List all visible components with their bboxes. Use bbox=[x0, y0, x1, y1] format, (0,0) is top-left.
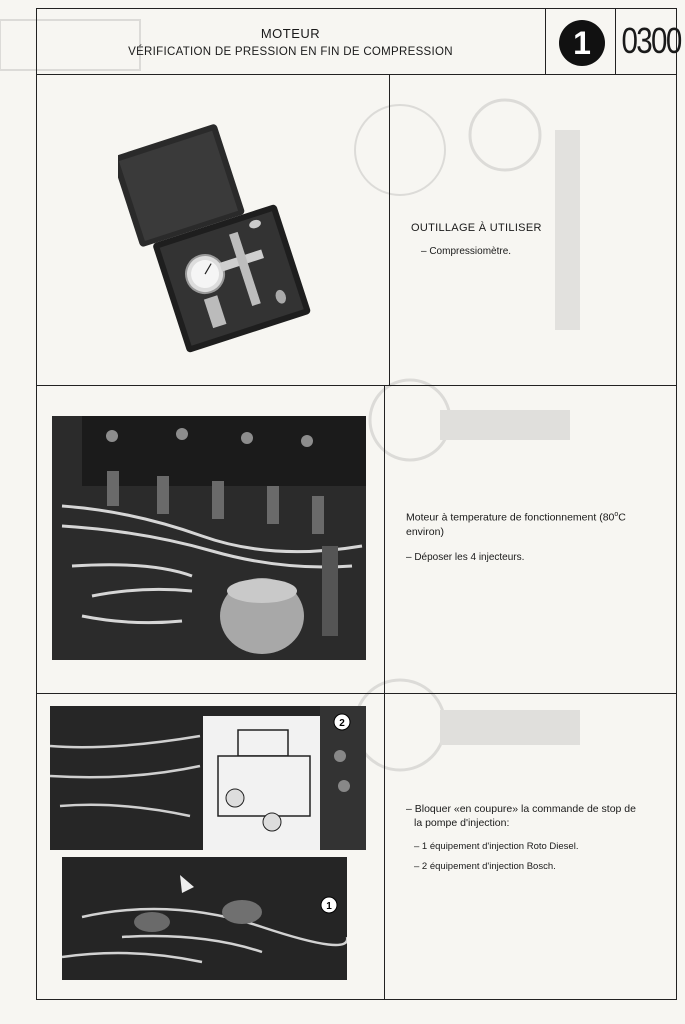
header-title-box bbox=[36, 8, 546, 74]
page-subtitle: VÉRIFICATION DE PRESSION EN FIN DE COMPRESSION bbox=[128, 46, 453, 58]
page-header bbox=[36, 8, 681, 75]
row-divider-1 bbox=[36, 385, 677, 386]
callout-2: 2 bbox=[339, 718, 345, 729]
engine-temp-line1: Moteur à temperature de fonctionnement (80 bbox=[406, 511, 615, 524]
stop-sub-item-2: – 2 équipement d'injection Bosch. bbox=[414, 861, 556, 872]
tooling-item: – Compressiomètre. bbox=[421, 246, 512, 257]
tooling-title: OUTILLAGE À UTILISER bbox=[411, 222, 542, 234]
operation-code-box bbox=[616, 8, 681, 74]
injection-pump-photo-top bbox=[50, 706, 366, 850]
degree-symbol: o bbox=[614, 511, 619, 518]
tooling-section bbox=[411, 221, 661, 259]
operation-code: 0300 bbox=[621, 20, 681, 61]
column-divider bbox=[389, 75, 390, 385]
engine-temp-unit: C bbox=[618, 511, 626, 524]
stop-line1: – Bloquer «en coupure» la commande de stop de bbox=[406, 803, 636, 815]
chapter-number-badge: 1 bbox=[559, 20, 605, 66]
engine-section bbox=[406, 508, 661, 565]
callout-1: 1 bbox=[326, 901, 332, 912]
engine-temperature-note bbox=[406, 508, 661, 525]
stop-sub-item-1: – 1 équipement d'injection Roto Diesel. bbox=[414, 841, 579, 852]
row-divider-2 bbox=[36, 693, 677, 694]
compression-tester-kit-photo bbox=[118, 108, 318, 358]
engine-remove-injectors: – Déposer les 4 injecteurs. bbox=[406, 551, 525, 563]
stop-line2: la pompe d'injection: bbox=[414, 817, 510, 829]
stop-control-section bbox=[406, 802, 666, 874]
chapter-box bbox=[546, 8, 616, 74]
page-title: MOTEUR bbox=[260, 26, 321, 41]
injection-pump-photo-bottom bbox=[62, 857, 347, 980]
engine-injectors-photo bbox=[52, 416, 366, 660]
engine-temp-line2: environ) bbox=[406, 525, 444, 538]
